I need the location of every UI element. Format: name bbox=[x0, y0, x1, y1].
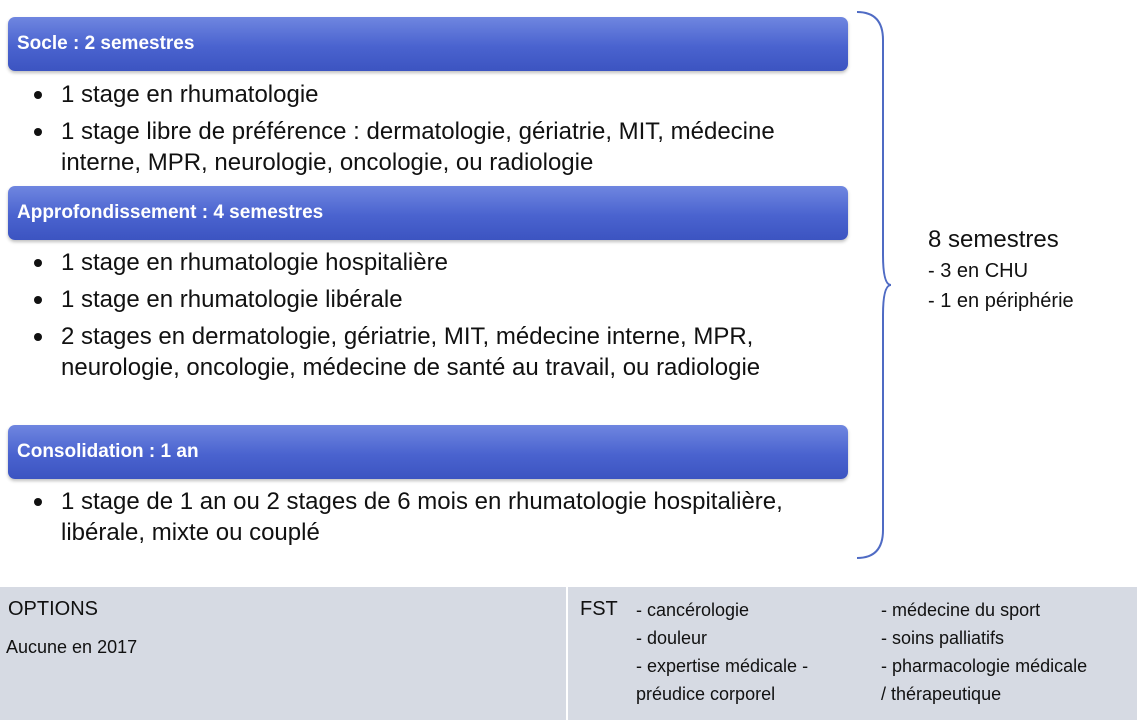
fst-item: - pharmacologie médicale bbox=[881, 656, 1088, 676]
phase-title: Socle : 2 semestres bbox=[17, 33, 195, 54]
fst-column-2 bbox=[881, 596, 1087, 708]
fst-label: FST bbox=[580, 598, 618, 620]
summary-detail-peripherie: - 1 en périphérie bbox=[928, 290, 1074, 312]
phase-list-consolidation bbox=[30, 486, 830, 554]
fst-column-1 bbox=[636, 596, 808, 708]
fst-item: - soins palliatifs bbox=[881, 628, 1005, 648]
list-item: 1 stage libre de préférence : dermatologie, gériatrie, MIT, médecine interne, MPR, neurologie, oncologie, ou radiologie bbox=[30, 116, 830, 178]
list-item: 1 stage en rhumatologie hospitalière bbox=[30, 247, 830, 278]
curly-brace-icon bbox=[855, 10, 895, 562]
fst-item: préudice corporel bbox=[636, 684, 776, 704]
phase-title: Consolidation : 1 an bbox=[17, 441, 199, 462]
phase-header-socle bbox=[8, 17, 848, 71]
options-value: Aucune en 2017 bbox=[6, 637, 138, 657]
fst-item: - douleur bbox=[636, 628, 708, 648]
fst-item: - cancérologie bbox=[636, 600, 750, 620]
phase-header-approfondissement bbox=[8, 186, 848, 240]
semester-summary bbox=[928, 224, 1074, 316]
options-title: OPTIONS bbox=[8, 598, 99, 620]
phase-header-consolidation bbox=[8, 425, 848, 479]
list-item: 1 stage en rhumatologie bbox=[30, 79, 830, 110]
fst-item: - expertise médicale - bbox=[636, 656, 809, 676]
phase-list-approfondissement bbox=[30, 247, 830, 389]
phase-list-socle bbox=[30, 79, 830, 184]
fst-item: / thérapeutique bbox=[881, 684, 1002, 704]
list-item: 2 stages en dermatologie, gériatrie, MIT, médecine interne, MPR, neurologie, oncologie, médecine de santé au travail, ou radiologie bbox=[30, 321, 830, 383]
fst-panel bbox=[568, 587, 1137, 720]
summary-detail-chu: - 3 en CHU bbox=[928, 260, 1029, 282]
list-item: 1 stage en rhumatologie libérale bbox=[30, 284, 830, 315]
phase-title: Approfondissement : 4 semestres bbox=[17, 202, 324, 223]
fst-item: - médecine du sport bbox=[881, 600, 1041, 620]
list-item: 1 stage de 1 an ou 2 stages de 6 mois en rhumatologie hospitalière, libérale, mixte ou couplé bbox=[30, 486, 830, 548]
summary-total: 8 semestres bbox=[928, 226, 1059, 253]
options-panel bbox=[0, 587, 566, 720]
